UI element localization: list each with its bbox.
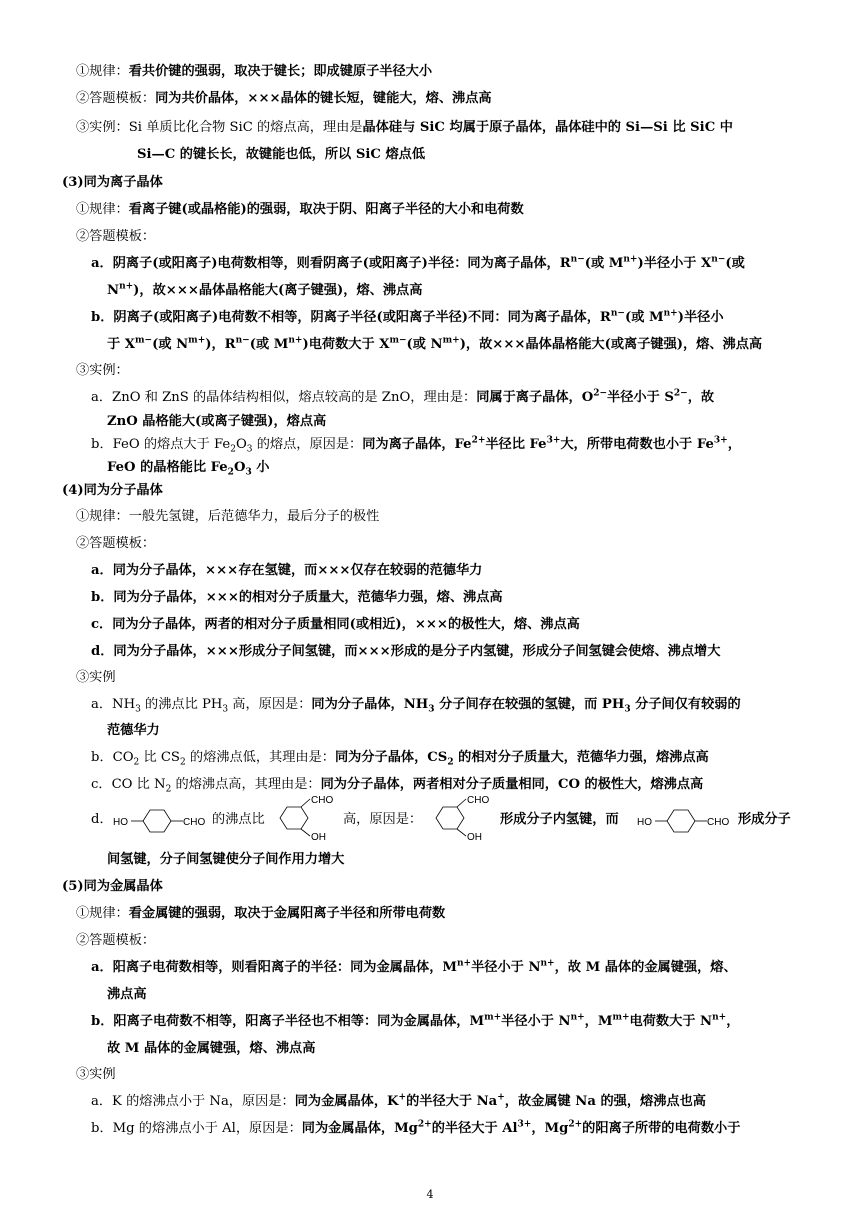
example-d-mid2: 高，原因是： (343, 812, 423, 827)
text-line-15: FeO 的晶格能比 $Fe_2O_3$ 小 (107, 460, 270, 478)
text-line-37: a．K 的熔沸点小于 Na，原因是：同为金属晶体，K+的半径大于 Na+，故金属键 Na 的强，熔沸点也高 (91, 1092, 706, 1109)
text-line-18: ②答题模板： (76, 536, 156, 551)
text-line-19: a．同为分子晶体，×××存在氢键，而×××仅存在较弱的范德华力 (91, 563, 483, 578)
text-line-17: ①规律：一般先氢键，后范德华力，最后分子的极性 (76, 509, 380, 524)
svg-text:HO: HO (637, 817, 652, 828)
text-line-14: b．FeO 的熔点大于 $Fe_2O_3$ 的熔点，原因是：同为离子晶体，$Fe^{2+}$半径比 $Fe^{3+}$大，所带电荷数也小于 $Fe^{3+}$， (91, 435, 741, 455)
text-line-35: 故 M 晶体的金属键强，熔、沸点高 (107, 1041, 316, 1056)
svg-text:CHO: CHO (467, 795, 490, 806)
text-line-30: ①规律：看金属键的强弱，取决于金属阳离子半径和所带电荷数 (76, 906, 446, 921)
text-line-25: 范德华力 (107, 723, 160, 738)
text-line-2: ③实例：Si 单质比化合物 SiC 的熔点高，理由是晶体硅与 SiC 均属于原子晶体，晶体硅中的 Si—Si 比 SiC 中 (76, 120, 733, 135)
text-line-24: a．$NH_3$ 的沸点比 $PH_3$ 高，原因是：同为分子晶体，$NH_3$ 分子间存在较强的氢键，而 $PH_3$ 分子间仅有较弱的 (91, 697, 741, 715)
svg-text:OH: OH (311, 832, 326, 843)
text-line-1: ②答题模板：同为共价晶体，×××晶体的键长短，键能大，熔、沸点高 (76, 91, 492, 106)
text-line-33: 沸点高 (107, 987, 147, 1002)
text-line-13: ZnO 晶格能大(或离子键强)，熔点高 (107, 414, 327, 429)
svg-text:CHO: CHO (311, 795, 334, 806)
text-line-12: a．ZnO 和 ZnS 的晶体结构相似，熔点较高的是 ZnO，理由是：同属于离子晶体，$O^{2-}$半径小于 $S^{2-}$，故 (91, 388, 715, 405)
text-line-36: ③实例 (76, 1067, 116, 1082)
text-line-28: 间氢键，分子间氢键使分子间作用力增大 (107, 852, 345, 867)
text-line-0: ①规律：看共价键的强弱，取决于键长；即成键原子半径大小 (76, 64, 433, 79)
page-number: 4 (426, 1188, 434, 1201)
example-d-prefix: d． (91, 812, 113, 827)
svg-text:CHO: CHO (707, 817, 730, 828)
example-d-mid1: 的沸点比 (212, 812, 265, 827)
text-line-27: c．CO 比 $N_2$ 的熔沸点高，其理由是：同为分子晶体，两者相对分子质量相同，CO 的极性大，熔沸点高 (91, 777, 704, 795)
example-d-bold2: 形成分子 (738, 812, 791, 827)
example-d-bold1: 形成分子内氢键，而 (500, 812, 619, 827)
text-line-29: (5)同为金属晶体 (62, 879, 163, 894)
text-line-21: c．同为分子晶体，两者的相对分子质量相同(或相近)，×××的极性大，熔、沸点高 (91, 617, 580, 632)
text-line-6: ②答题模板： (76, 229, 156, 244)
text-line-34: b．阳离子电荷数不相等，阳离子半径也不相等：同为金属晶体，$M^{m+}$半径小于 $N^{n+}$，$M^{m+}$电荷数大于 $N^{n+}$， (91, 1012, 740, 1029)
hydroxybenzaldehyde-para-structure-2 (637, 806, 737, 836)
text-line-3: Si—C 的键长长，故键能也低，所以 SiC 熔点低 (137, 147, 426, 162)
text-line-23: ③实例 (76, 670, 116, 685)
text-line-10: 于 $X^{m-}$(或 $N^{m+}$)，$R^{n-}$(或 $M^{n+}$)电荷数大于 $X^{m-}$(或 $N^{m+}$)，故×××晶体晶格能大(或离子键强)，熔、沸点高 (107, 335, 763, 352)
text-line-38: b．Mg 的熔沸点小于 Al，原因是：同为金属晶体，$Mg^{2+}$的半径大于 $Al^{3+}$，$Mg^{2+}$的阳离子所带的电荷数小于 (91, 1119, 741, 1136)
salicylaldehyde-structure-2 (430, 794, 498, 842)
text-line-8: $N^{n+}$)，故×××晶体晶格能大(离子键强)，熔、沸点高 (107, 281, 423, 298)
hydroxybenzaldehyde-para-structure-1 (113, 806, 206, 836)
text-line-16: (4)同为分子晶体 (62, 483, 163, 498)
text-line-31: ②答题模板： (76, 933, 156, 948)
svg-text:CHO: CHO (183, 817, 206, 828)
text-line-7: a．阴离子(或阳离子)电荷数相等，则看阴离子(或阳离子)半径：同为离子晶体，$R^{n-}$(或 $M^{n+}$)半径小于 $X^{n-}$(或 (91, 254, 745, 271)
text-line-5: ①规律：看离子键(或晶格能)的强弱，取决于阴、阳离子半径的大小和电荷数 (76, 202, 524, 217)
svg-text:HO: HO (113, 817, 128, 828)
text-line-20: b．同为分子晶体，×××的相对分子质量大，范德华力强，熔、沸点高 (91, 590, 503, 605)
salicylaldehyde-structure-1 (274, 794, 342, 842)
svg-text:OH: OH (467, 832, 482, 843)
text-line-11: ③实例： (76, 363, 129, 378)
text-line-32: a．阳离子电荷数相等，则看阳离子的半径：同为金属晶体，$M^{n+}$半径小于 $N^{n+}$，故 M 晶体的金属键强，熔、 (91, 958, 737, 975)
text-line-22: d．同为分子晶体，×××形成分子间氢键，而×××形成的是分子内氢键，形成分子间氢键会使熔、沸点增大 (91, 644, 721, 659)
text-line-4: (3)同为离子晶体 (62, 175, 163, 190)
text-line-9: b．阴离子(或阳离子)电荷数不相等，阴离子半径(或阳离子半径)不同：同为离子晶体，$R^{n-}$(或 $M^{n+}$)半径小 (91, 308, 724, 325)
text-line-26: b．$CO_2$ 比 $CS_2$ 的熔沸点低，其理由是：同为分子晶体，$CS_2$ 的相对分子质量大，范德华力强，熔沸点高 (91, 750, 709, 768)
